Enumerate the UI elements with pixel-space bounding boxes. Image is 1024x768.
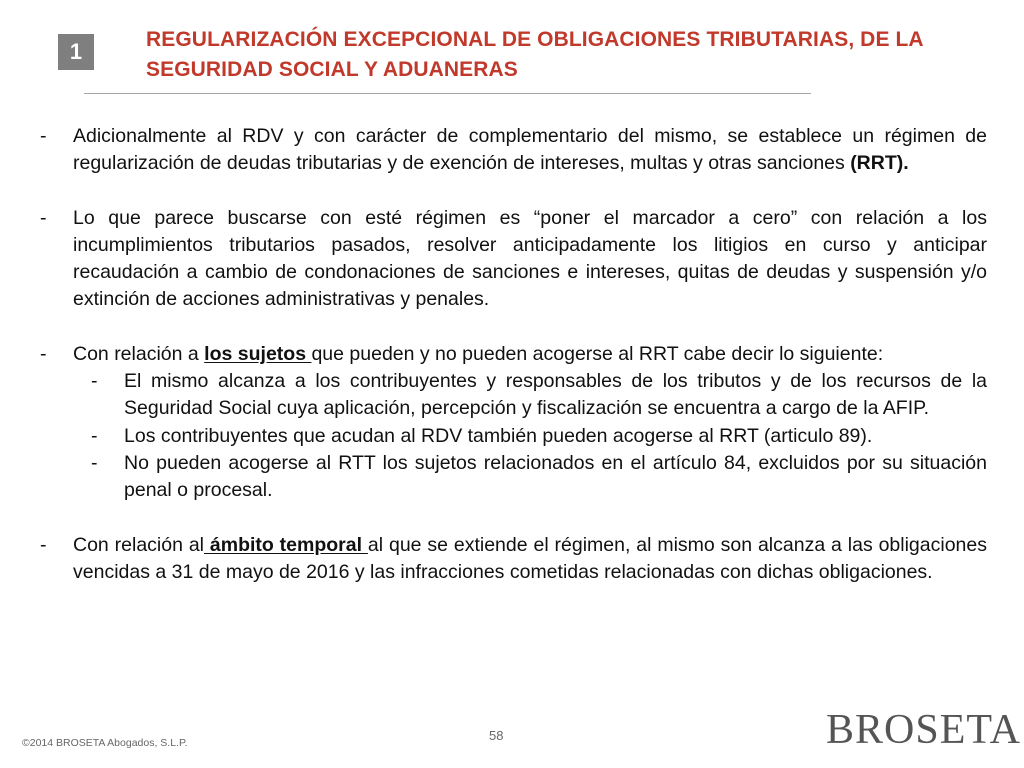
sub-bullet-item-3: [91, 450, 987, 505]
sub-bullet-text: Los contribuyentes que acudan al RDV también pueden acogerse al RRT (articulo 89).: [124, 424, 873, 447]
sub-bullet-dash: -: [91, 451, 98, 474]
bullet-dash: -: [40, 342, 47, 365]
bullet-text-plain: Adicionalmente al RDV y con carácter de complementario del mismo, se establece un régimen de regularización de deudas tributarias y de exención de intereses, multas y otras sanciones: [73, 125, 987, 175]
slide-title-line-1: REGULARIZACIÓN EXCEPCIONAL DE OBLIGACIONES TRIBUTARIAS, DE LA: [146, 28, 924, 51]
sub-bullet-text: No pueden acogerse al RTT los sujetos relacionados en el artículo 84, excluidos por su situación penal o procesal.: [124, 451, 987, 502]
sub-bullet-dash: -: [91, 370, 98, 393]
bullet-text: [73, 532, 987, 587]
slide-body: [40, 123, 987, 586]
bullet-item-3: [40, 341, 987, 368]
bullet-item-4: [40, 532, 987, 587]
bullet-text-plain: Con relación a: [73, 342, 205, 365]
slide-title-line-2: SEGURIDAD SOCIAL Y ADUANERAS: [146, 58, 518, 81]
bullet-item-1: [40, 123, 987, 178]
sub-bullet-item-1: [91, 368, 987, 423]
bullet-dash: -: [40, 533, 47, 556]
sub-bullet-item-2: [91, 423, 987, 450]
bullet-text-plain: que pueden y no pueden acogerse al RRT cabe decir lo siguiente:: [311, 342, 884, 365]
bullet-text-plain: al que se extiende el régimen, al mismo son alcanza a las obligaciones vencidas a 31 de mayo de 2016 y las infracciones cometidas relacionadas con dichas obligaciones.: [73, 533, 987, 583]
title-divider: [84, 93, 811, 94]
footer-copyright: ©2014 BROSETA Abogados, S.L.P.: [22, 737, 188, 749]
sub-bullet-dash: -: [91, 424, 98, 447]
underlined-term-sujetos: los sujetos: [204, 342, 312, 365]
page-number: 58: [489, 728, 504, 743]
bullet-item-2: [40, 205, 987, 314]
sub-bullet-text: El mismo alcanza a los contribuyentes y responsables de los tributos y de los recursos de la Seguridad Social cuya aplicación, percepción y fiscalización se encuentra a cargo de la AFIP.: [124, 370, 987, 420]
bullet-text: [73, 341, 987, 368]
bullet-text: [73, 123, 987, 178]
broseta-logo: BROSETA: [826, 707, 1021, 753]
slide-title: [146, 25, 936, 85]
bullet-dash: -: [40, 206, 47, 229]
bullet-text-plain: Con relación al: [73, 533, 204, 556]
bullet-dash: -: [40, 125, 47, 147]
bullet-text: Lo que parece buscarse con esté régimen es “poner el marcador a cero” con relación a los incumplimientos tributarios pasados, resolver anticipadamente los litigios en curso y anticipar recaudación a cambio de condonaciones de sanciones e intereses, quitas de deudas y suspensión y/o extinción de acciones administrativas y penales.: [73, 206, 987, 311]
bullet-text-bold: (RRT).: [850, 152, 909, 175]
slide-number-badge: 1: [58, 34, 94, 70]
underlined-term-ambito-temporal: ámbito temporal: [204, 533, 368, 556]
